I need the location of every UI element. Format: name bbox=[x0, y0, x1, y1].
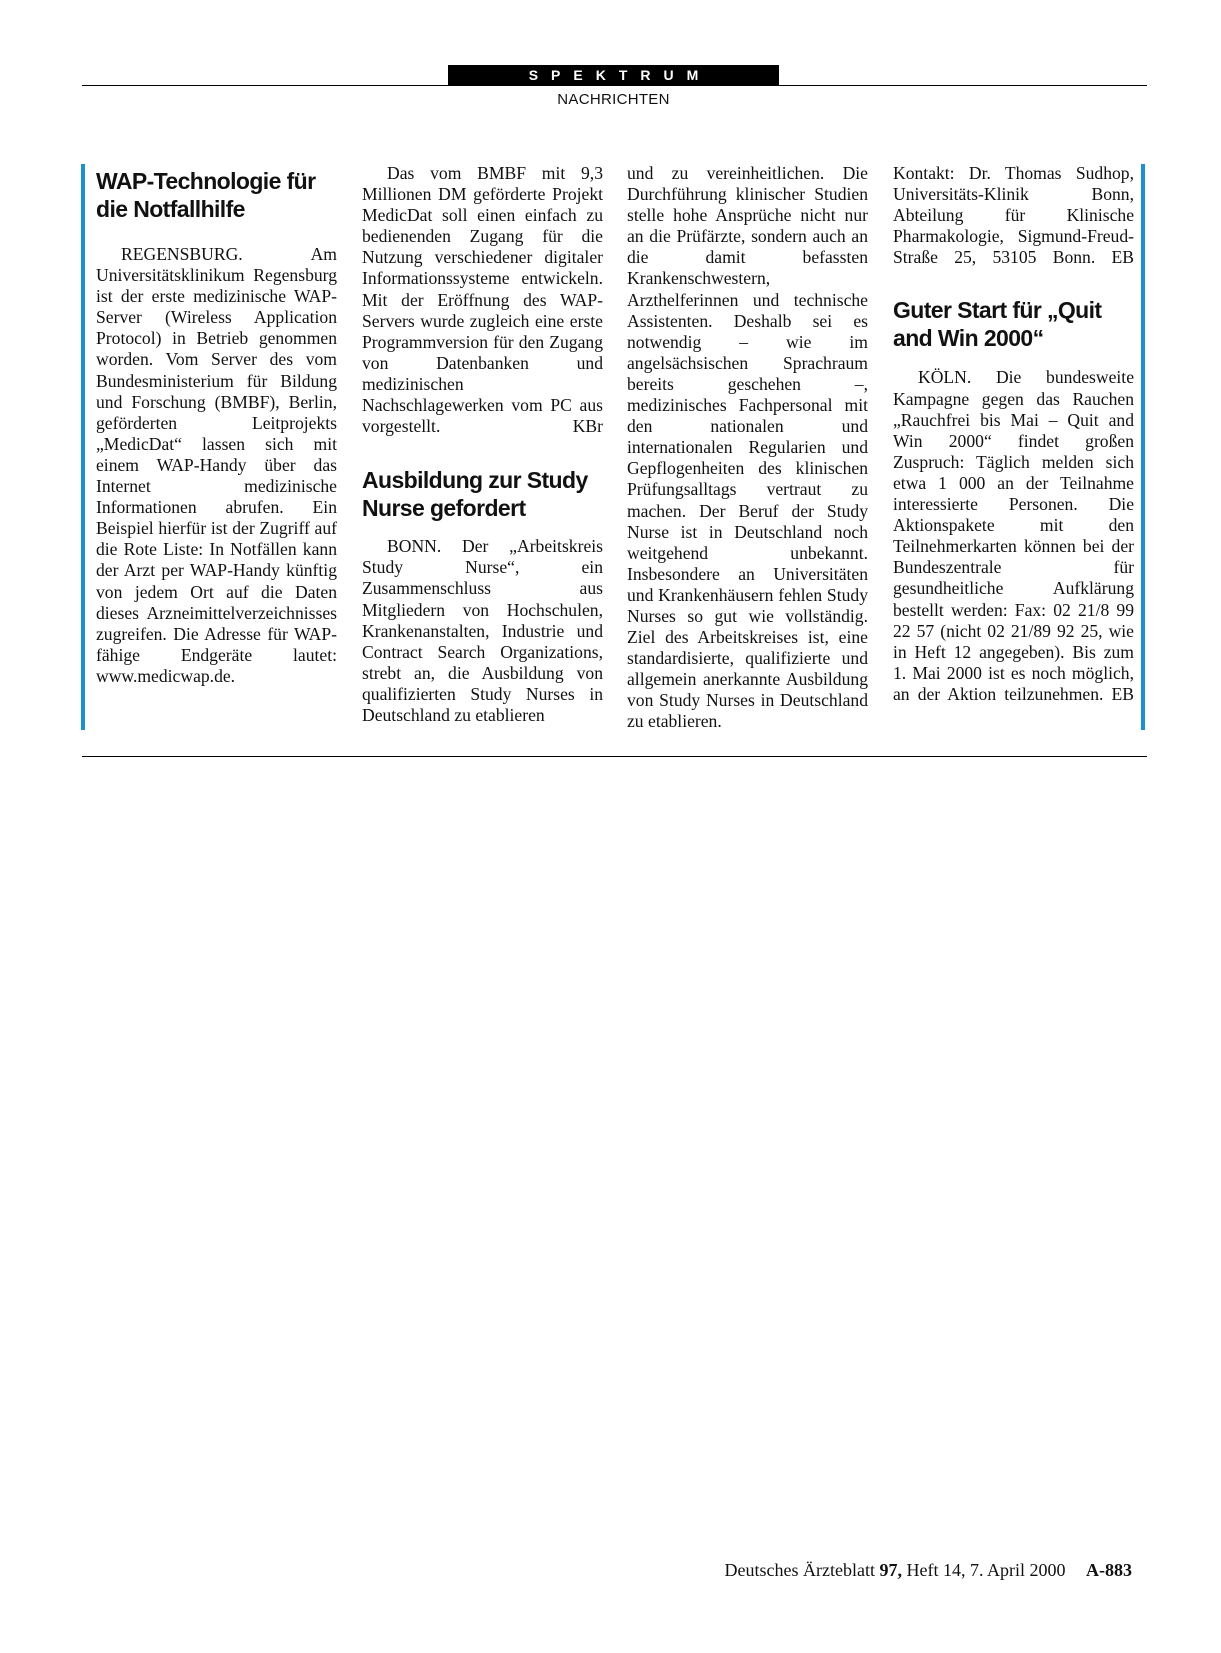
article-2-signature: EB bbox=[1111, 247, 1134, 268]
right-accent-bar bbox=[1141, 164, 1145, 730]
column-1 bbox=[96, 163, 337, 687]
section-label: SPEKTRUM bbox=[448, 65, 779, 85]
article-2-contact: Kontakt: Dr. Thomas Sudhop, Universitäts-Klinik Bonn, Abteilung für Klinische Pharmakologie, Sigmund-Freud-Straße 25, 53105 Bonn. EB bbox=[893, 163, 1134, 268]
footer-volume: 97, bbox=[879, 1560, 902, 1580]
footer-page-number: A-883 bbox=[1086, 1560, 1132, 1580]
article-1-signature: KBr bbox=[572, 416, 603, 437]
article-2-body-a: BONN. Der „Arbeitskreis Study Nurse“, ein Zusammenschluss aus Mitgliedern von Hochschulen, Krankenanstalten, Industrie und Contract Search Organizations, strebt an, die Ausbildung von qualifizierten Study Nurses in Deutschland zu etablieren bbox=[362, 536, 603, 725]
article-3-signature: EB bbox=[1111, 683, 1134, 704]
article-1-headline: WAP-Technologie für die Notfallhilfe bbox=[96, 168, 316, 222]
header-rule bbox=[82, 85, 1147, 86]
left-accent-bar bbox=[81, 164, 85, 730]
article-3-headline: Guter Start für „Quit and Win 2000“ bbox=[893, 297, 1102, 352]
column-2 bbox=[362, 163, 603, 726]
article-1-body-b: Das vom BMBF mit 9,3 Millionen DM geförderte Projekt MedicDat soll einen einfach zu bedienenden Zugang für die Nutzung verschiedener digitaler Informationssysteme entwickeln. Mit der Eröffnung des WAP-Servers wurde zugleich eine erste Programmversion für den Zugang von Datenbanken und medizinischen Nachschlagewerken vom PC aus vorgestellt. KBr bbox=[362, 163, 603, 437]
content-bottom-rule bbox=[82, 756, 1147, 757]
article-3-body-a: KÖLN. Die bundesweite Kampagne gegen das Rauchen „Rauchfrei bis Mai – Quit and Win 2000“ findet großen Zuspruch: Täglich melden sich etwa 1 000 an der Teilnahme interessierte Personen. Die Aktionspakete mit den Teilnehmerkarten können bei der Bundeszentrale für gesundheitliche Aufklärung bestellt werden: Fax: 02 21/8 99 22 57 (nicht 02 21/89 92 25, wie in Heft 12 angegeben). Bis zum 1. Mai 2000 ist es noch möglich, an der Aktion teilzunehmen. EB bbox=[893, 367, 1134, 704]
footer-journal: Deutsches Ärzteblatt bbox=[724, 1560, 875, 1580]
column-3 bbox=[627, 163, 868, 733]
article-1-body-a: REGENSBURG. Am Universitätsklinikum Regensburg ist der erste medizinische WAP-Server (Wireless Application Protocol) in Betrieb genommen worden. Vom Server des vom Bundesministerium für Bildung und Forschung (BMBF), Berlin, geförderten Leitprojekts „MedicDat“ lassen sich mit einem WAP-Handy über das Internet medizinische Informationen abrufen. Ein Beispiel hierfür ist der Zugriff auf die Rote Liste: In Notfällen kann der Arzt per WAP-Handy künftig von jedem Ort auf die Daten dieses Arzneimittelverzeichnisses zugreifen. Die Adresse für WAP-fähige Endgeräte lautet: www.medicwap.de. bbox=[96, 244, 337, 686]
subsection-label: NACHRICHTEN bbox=[557, 91, 670, 108]
article-2-body-b: und zu vereinheitlichen. Die Durchführung klinischer Studien stelle hohe Ansprüche nicht nur an die Prüfärzte, sondern auch an die damit befassten Krankenschwestern, Arzthelferinnen und technische Assistenten. Deshalb sei es notwendig – wie im angelsächsischen Sprachraum bereits geschehen –, medizinisches Fachpersonal mit den nationalen und internationalen Regularien und Gepflogenheiten des klinischen Prüfungsalltags vertraut zu machen. Der Beruf der Study Nurse ist in Deutschland noch weitgehend unbekannt. Insbesondere an Universitäten und Krankenhäusern fehlen Study Nurses so gut wie vollständig. Ziel des Arbeitskreises ist, eine standardisierte, qualifizierte und allgemein anerkannte Ausbildung von Study Nurses in Deutschland zu etablieren. bbox=[627, 163, 868, 732]
page-footer bbox=[725, 1560, 1132, 1581]
footer-issue-date: Heft 14, 7. April 2000 bbox=[906, 1560, 1066, 1580]
article-2-headline: Ausbildung zur Study Nurse gefordert bbox=[362, 467, 588, 522]
column-4 bbox=[893, 163, 1134, 705]
